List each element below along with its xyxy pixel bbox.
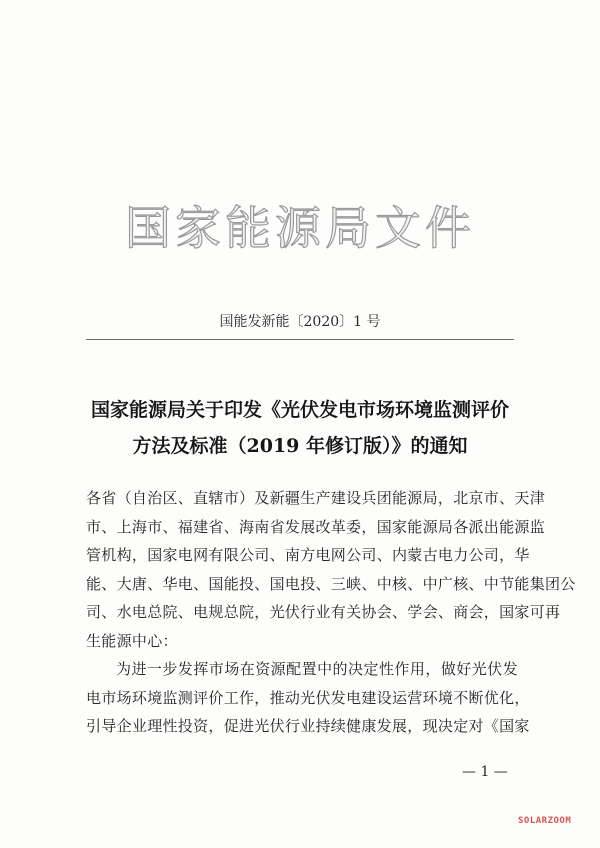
addressee-line: 市、上海市、福建省、海南省发展改革委，国家能源局各派出能源监	[86, 517, 546, 536]
document-title	[0, 392, 600, 464]
paragraph-line: 电市场环境监测评价工作，推动光伏发电建设运营环境不断优化，	[86, 688, 530, 707]
addressee-line: 能、大唐、华电、国能投、国电投、三峡、中核、中广核、中节能集团公	[86, 574, 576, 593]
addressee-line: 管机构，国家电网有限公司、南方电网公司、内蒙古电力公司，华	[86, 546, 530, 564]
document-masthead: 国家能源局文件	[125, 201, 475, 255]
paragraph-line: 引导企业理性投资，促进光伏行业持续健康发展，现决定对《国家	[86, 717, 530, 735]
document-number: 国能发新能〔2020〕1 号	[219, 314, 381, 330]
addressee-line: 司、水电总院、电规总院，光伏行业有关协会、学会、商会，国家可再	[86, 603, 561, 621]
solarzoom-watermark: SOLARZOOM	[518, 816, 572, 826]
addressee-line: 生能源中心：	[86, 631, 178, 650]
header-divider	[86, 339, 514, 340]
document-body	[86, 484, 576, 741]
paragraph-line: 为进一步发挥市场在资源配置中的决定性作用，做好光伏发	[116, 660, 518, 678]
page-number: — 1 —	[462, 764, 508, 780]
title-line: 国家能源局关于印发《光伏发电市场环境监测评价	[90, 399, 509, 421]
title-line: 方法及标准（2019 年修订版）》的通知	[132, 435, 468, 457]
addressee-line: 各省（自治区、直辖市）及新疆生产建设兵团能源局，北京市、天津	[86, 489, 546, 507]
